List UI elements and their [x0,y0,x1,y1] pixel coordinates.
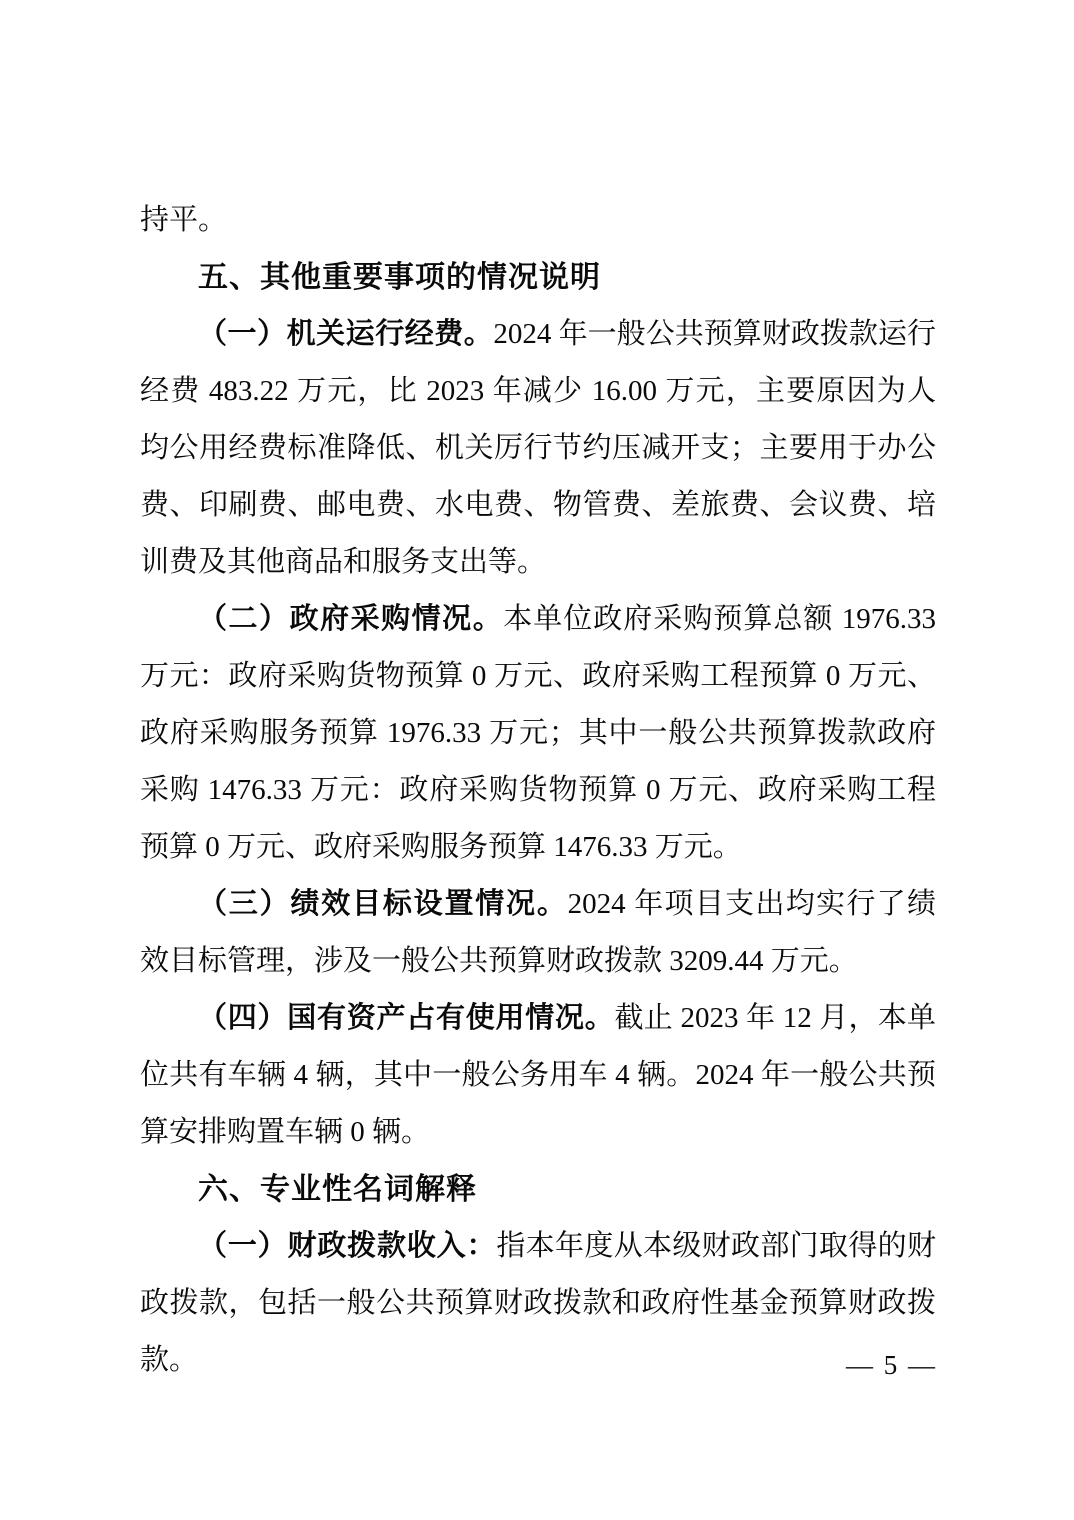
document-body [140,192,936,1389]
section-heading-5: 五、其他重要事项的情况说明 [198,261,601,294]
paragraph-lead: （四）国有资产占有使用情况。 [198,1002,615,1034]
paragraph-text: 本单位政府采购预算总额 1976.33 万元：政府采购货物预算 0 万元、政府采购工程预算 0 万元、政府采购服务预算 1976.33 万元；其中一般公共预算拨款政府采购 1476.33 万元：政府采购货物预算 0 万元、政府采购工程预算 0 万元、政府采购服务预算 1476.33 万元。 [140,603,936,863]
paragraph-lead: （一）财政拨款收入： [198,1230,497,1262]
paragraph-text: 2024 年项目支出均实行了绩效目标管理，涉及一般公共预算财政拨款 3209.44 万元。 [140,888,936,977]
paragraph-fiscal-appropriation-term [140,1218,936,1389]
paragraph-agency-operating-expense [140,306,936,591]
section-heading-6: 六、专业性名词解释 [198,1173,477,1206]
paragraph-text: 截止 2023 年 12 月，本单位共有车辆 4 辆，其中一般公务用车 4 辆。2024 年一般公共预算安排购置车辆 0 辆。 [140,1002,936,1148]
paragraph-performance-targets [140,876,936,990]
paragraph-text: 指本年度从本级财政部门取得的财政拨款，包括一般公共预算财政拨款和政府性基金预算财政拨款。 [140,1230,936,1376]
paragraph-text: 2024 年一般公共预算财政拨款运行经费 483.22 万元，比 2023 年减少 16.00 万元，主要原因为人均公用经费标准降低、机关厉行节约压减开支；主要用于办公费、印刷费、邮电费、水电费、物管费、差旅费、会议费、培训费及其他商品和服务支出等。 [140,318,936,578]
paragraph-state-assets [140,990,936,1161]
paragraph-government-procurement [140,591,936,876]
paragraph-continuation: 持平。 [140,204,228,236]
paragraph-lead: （三）绩效目标设置情况。 [198,888,568,920]
paragraph-lead: （一）机关运行经费。 [198,318,494,350]
paragraph-lead: （二）政府采购情况。 [198,603,504,635]
page-number: — 5 — [846,1350,937,1380]
